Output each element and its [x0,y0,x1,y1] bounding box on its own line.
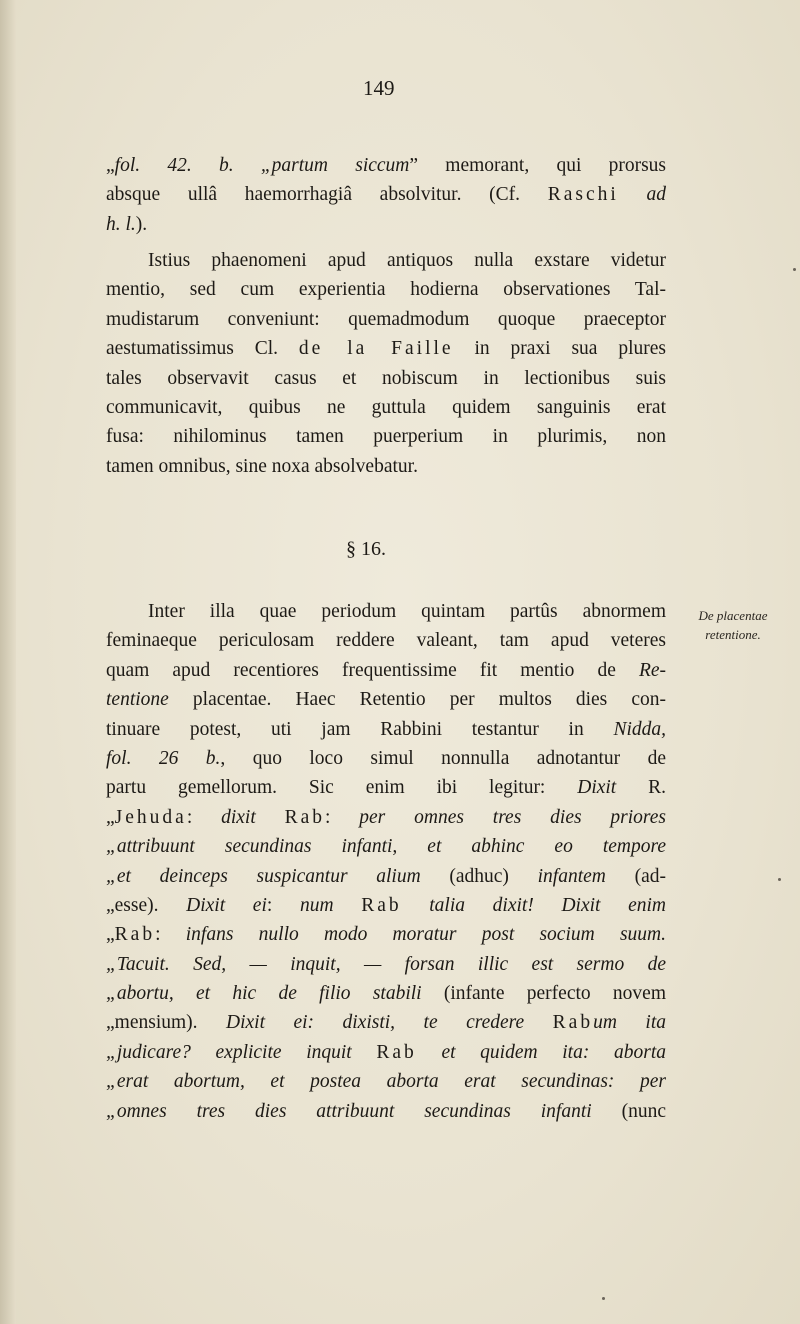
text-line [106,979,666,1008]
text-line [106,1038,666,1067]
text-run: partu gemellorum. Sic enim ibi legitur: [106,777,578,799]
text-run: „ [106,155,115,176]
text-run: „esse). [106,894,187,916]
text-run: tales observavit casus et nobiscum in lectionibus suis [106,367,666,389]
section-heading: § 16. [346,538,386,560]
text-line [106,920,666,949]
text-run: fusa: nihilominus tamen puerperium in plurimis, non [106,426,666,448]
text-run: Rab [361,894,402,916]
text-run: infantem [537,865,606,887]
text-run: de la Faille [298,338,454,360]
text-run: „ [106,806,115,828]
text-run: mentio, sed cum experientia hodierna observationes Tal- [106,279,666,301]
text-run: Rab [376,1041,417,1063]
text-run: „judicare? explicite inquit [106,1041,352,1063]
text-run: Re- [638,659,666,681]
text-run: Istius phaenomeni apud antiquos nulla exstare videtur [148,250,666,271]
text-line [106,656,666,685]
text-run: per omnes tres dies priores [359,806,667,828]
text-line [106,364,666,393]
text-run: in praxi sua plures [453,338,667,360]
text-run: „ [106,924,115,946]
text-run: Dixit ei [186,894,267,916]
text-run: Jehuda [114,806,187,828]
text-run: , quo loco simul nonnulla adnotantur de [220,747,666,769]
text-run: tinuare potest, uti jam Rabbini testantur in [106,718,614,740]
text-run: infans nullo modo moratur post socium suum. [185,924,666,946]
text-line [106,626,666,655]
text-run: Raschi [547,184,619,206]
text-line [106,832,666,861]
text-line [106,891,666,920]
text-run: fol. 26 b. [106,747,221,769]
text-run: aestumatissimus Cl. [106,338,299,360]
text-line [106,685,666,714]
paragraph-3 [106,597,666,1126]
text-run: Rab [552,1012,594,1034]
text-run: dixit [221,806,256,828]
text-run: „et deinceps suspicantur alium [106,865,421,887]
margin-note [678,606,788,644]
text-line [106,151,666,180]
text-run: (adhuc) [420,865,538,887]
text-run [402,895,430,916]
text-run: feminaeque periculosam reddere valeant, tam apud veteres [106,630,666,652]
text-line [106,803,666,832]
text-run: ). [135,213,148,235]
text-run: „Tacuit. Sed, — inquit, — forsan illic est sermo de [106,953,666,975]
text-run [524,1012,552,1033]
page-number: 149 [363,76,395,100]
text-run: h. l. [106,213,136,235]
text-run [352,1042,377,1063]
text-run [417,1042,442,1063]
text-run: „erat abortum, et postea aborta erat secundinas: per [106,1071,666,1093]
text-line [106,862,666,891]
text-run: tamen omnibus, sine noxa absolvebatur. [106,455,418,477]
text-run: : [266,894,300,916]
text-run: um ita [593,1012,666,1034]
text-line [106,452,666,481]
text-line [106,950,666,979]
text-run: R. [616,777,666,799]
text-run: Inter illa quae periodum quintam partûs abnormem [148,601,666,622]
text-line [106,1067,666,1096]
text-line [106,773,666,802]
text-run: Rab [114,924,156,946]
text-run: ” memorant, qui prorsus [409,155,667,176]
margin-note-line-2: retentione. [705,627,761,642]
text-run: Rab [284,806,326,828]
text-run: „attribuunt secundinas infanti, et abhinc eo tempore [106,836,666,858]
text-line [106,275,666,304]
text-run: Dixit [577,777,617,799]
paper-speck [793,268,796,271]
paragraph-1 [106,151,666,239]
text-line [106,246,666,275]
paper-speck [602,1297,605,1300]
text-line [106,1008,666,1037]
paragraph-2 [106,246,666,481]
text-line [106,210,666,239]
text-run: fol. 42. b. „partum siccum [114,155,410,176]
text-run: tentione [106,689,169,711]
text-line [106,393,666,422]
paper-speck [778,878,781,881]
text-line [106,180,666,209]
text-run: : [155,924,186,946]
text-line [106,744,666,773]
text-run [256,807,285,828]
text-run: „omnes tres dies attribuunt secundinas infanti [106,1100,592,1122]
text-run: communicavit, quibus ne guttula quidem sanguinis erat [106,396,666,418]
text-line [106,422,666,451]
text-run: quam apud recentiores frequentissime fit mentio de [106,659,639,681]
text-run: mudistarum conveniunt: quemadmodum quoque praeceptor [106,308,666,330]
text-run: (infante perfecto novem [421,983,666,1005]
text-run: (nunc [591,1100,666,1122]
text-run: „abortu, et hic de filio stabili [106,983,422,1005]
text-run: et quidem ita: aborta [441,1041,666,1063]
text-run: talia dixit! Dixit enim [429,894,666,916]
text-run: placentae. Haec Retentio per multos dies con- [168,689,666,711]
text-line [106,305,666,334]
text-run [619,184,647,205]
text-run: absque ullâ haemorrhagiâ absolvitur. (Cf. [106,184,548,206]
text-line [106,334,666,363]
text-run: : [186,806,222,828]
text-run: Nidda, [613,718,666,740]
text-line [106,597,666,626]
text-line [106,715,666,744]
text-run: num [299,894,334,916]
text-run: ad [646,184,666,206]
text-run: „mensium). [106,1012,226,1034]
text-run: Dixit ei: dixisti, te credere [226,1012,525,1034]
text-line [106,1097,666,1126]
page-binding-edge [0,0,16,1324]
text-run: (ad- [605,865,666,887]
margin-note-line-1: De placentae [698,608,768,623]
text-run [334,895,362,916]
text-run: : [325,806,360,828]
